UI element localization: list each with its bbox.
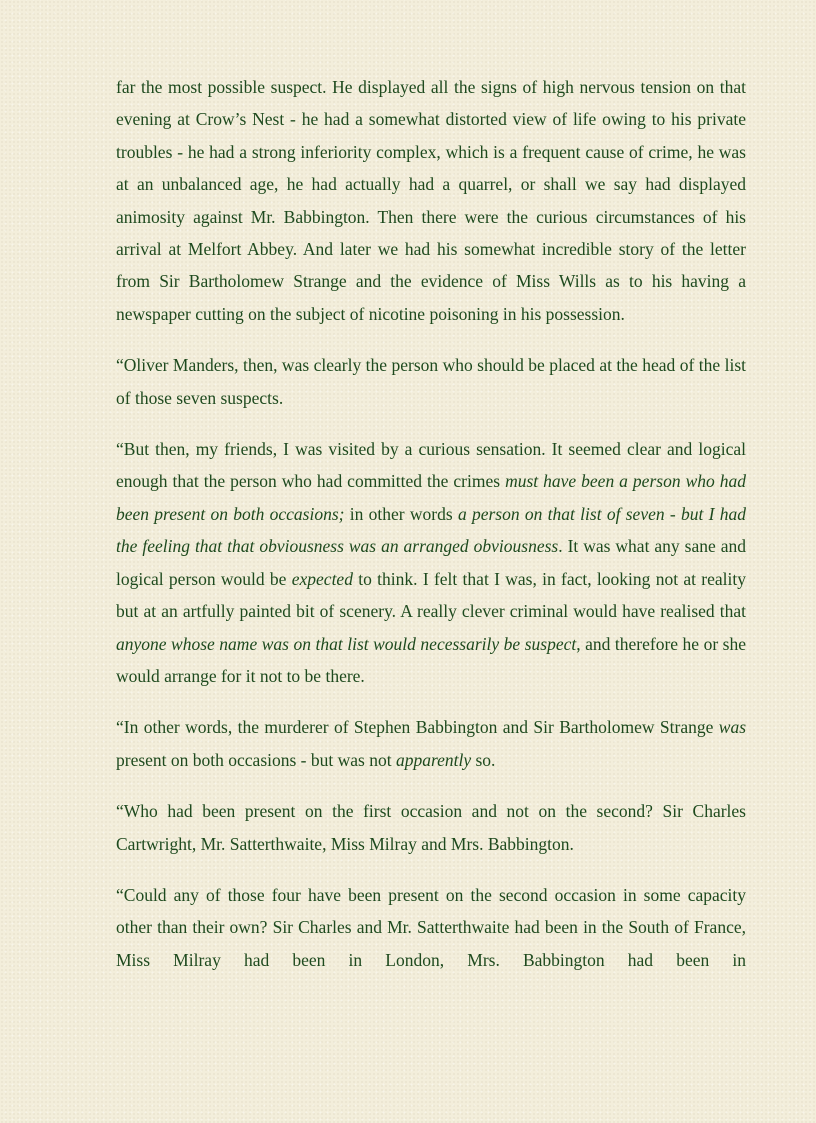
- text-segment: . It was what any sane and logical person would be: [116, 536, 746, 589]
- text-segment: so.: [471, 749, 496, 770]
- italic-text-segment: must have been a person who had been present on both occasions;: [116, 471, 746, 524]
- italic-text-segment: apparently: [395, 749, 472, 770]
- paragraph-1: [116, 71, 746, 330]
- italic-text-segment: a person on that list of seven - but I had the feeling that that obviousness was an arranged obviousness: [116, 503, 746, 557]
- text-segment: in other words: [344, 503, 458, 524]
- book-page: [116, 71, 746, 995]
- paragraph-4: [116, 711, 746, 776]
- italic-text-segment: was: [718, 717, 746, 738]
- text-segment: “But then, my friends, I was visited by a curious sensation. It seemed clear and logical enough that the person who had committed the crimes: [116, 439, 746, 492]
- italic-text-segment: expected: [291, 568, 353, 589]
- text-segment: “Oliver Manders, then, was clearly the person who should be placed at the head of the list of those seven suspects.: [116, 355, 746, 408]
- italic-text-segment: anyone whose name was on that list would necessarily be suspect: [116, 633, 577, 654]
- paragraph-3: [116, 433, 746, 692]
- paragraph-2: [116, 349, 746, 414]
- text-segment: to think. I felt that I was, in fact, looking not at reality but at an artfully painted bit of scenery. A really clever criminal would have realised that: [116, 568, 746, 622]
- text-segment: , and therefore he or she would arrange for it not to be there.: [116, 633, 746, 686]
- text-segment: “In other words, the murderer of Stephen Babbington and Sir Bartholomew Strange: [116, 717, 719, 738]
- text-segment: far the most possible suspect. He displayed all the signs of high nervous tension on that evening at Crow’s Nest - he had a somewhat distorted view of life owing to his private troubles - he had a strong inferiority complex, which is a frequent cause of crime, he was at an unbalanced age, he had actually had a quarrel, or shall we say had displayed animosity against Mr. Babbington. Then there were the curious circumstances of his arrival at Melfort Abbey. And later we had his somewhat incredible story of the letter from Sir Bartholomew Strange and the evidence of Miss Wills as to his having a newspaper cutting on the subject of nicotine poisoning in his possession.: [116, 77, 746, 324]
- text-segment: “Who had been present on the first occasion and not on the second? Sir Charles Cartwright, Mr. Satterthwaite, Miss Milray and Mrs. Babbington.: [116, 801, 746, 854]
- paragraph-6: [116, 879, 746, 976]
- paragraph-5: [116, 795, 746, 860]
- text-segment: “Could any of those four have been present on the second occasion in some capacity other than their own? Sir Charles and Mr. Satterthwaite had been in the South of France, Miss Milray had been in London, Mrs. Babbington had been in: [116, 884, 746, 970]
- text-segment: present on both occasions - but was not: [116, 749, 396, 770]
